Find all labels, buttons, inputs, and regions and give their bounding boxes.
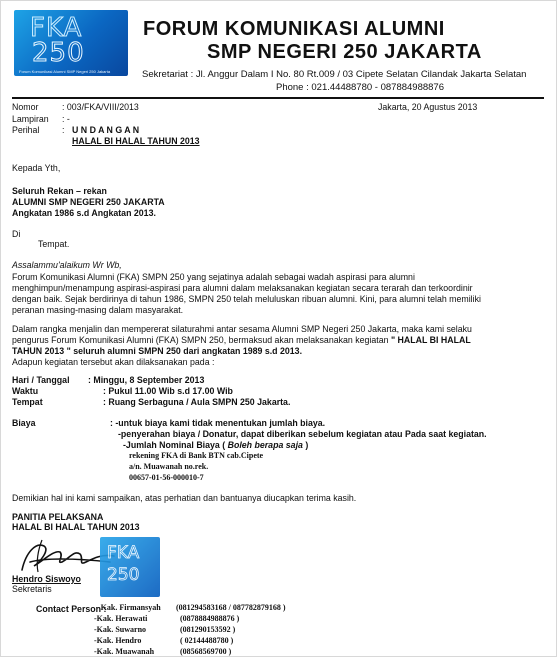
perihal-label: Perihal xyxy=(12,125,40,135)
hari-label: Hari / Tanggal xyxy=(12,375,70,385)
signer-role: Sekretaris xyxy=(12,584,52,594)
biaya-line2: -penyerahan biaya / Donatur, dapat diberikan sebelum kegiatan atau Pada saat kegiatan. xyxy=(118,429,487,439)
para1-line3: dengan baik. Sejak berdirinya di tahun 1986, SMPN 250 telah meluluskan ribuan alumni. Kini, para alumni telah memiliki xyxy=(12,294,481,304)
letter-date: Jakarta, 20 Agustus 2013 xyxy=(378,102,478,112)
hari-value: : Minggu, 8 September 2013 xyxy=(88,375,205,385)
fka-logo xyxy=(14,10,128,76)
para2-line1: Dalam rangka menjalin dan mempererat silaturahmi antar sesama Alumni SMP Negeri 250 Jakarta, maka kami selaku xyxy=(12,324,472,334)
stamp-number: 250 xyxy=(107,565,140,585)
logo-caption: Forum Komunikasi Alumni SMP Negeri 250 Jakarta xyxy=(19,69,111,74)
logo-letters: FKA xyxy=(30,13,83,43)
perihal-undangan: U N D A N G A N xyxy=(72,125,140,135)
biaya-line3 xyxy=(123,440,308,450)
recipient-tempat: Tempat. xyxy=(38,239,70,249)
rekening-line2: a/n. Muawanah no.rek. xyxy=(129,462,209,471)
para2-event-name: " HALAL BI HALAL xyxy=(390,335,471,345)
lampiran-value: : - xyxy=(62,114,70,124)
perihal-subject: HALAL BI HALAL TAHUN 2013 xyxy=(72,136,200,146)
signer-name: Hendro Siswoyo xyxy=(12,574,81,584)
recipient-line2: ALUMNI SMP NEGERI 250 JAKARTA xyxy=(12,197,165,207)
biaya-line1: : -untuk biaya kami tidak menentukan jumlah biaya. xyxy=(110,418,326,428)
fka-stamp xyxy=(100,537,160,597)
recipient-di: Di xyxy=(12,229,21,239)
para2-line2-text: pengurus Forum Komunikasi Alumni (FKA) SMPN 250, bermaksud akan melaksanakan kegiatan xyxy=(12,335,391,345)
contact-phone: ( 02144488780 ) xyxy=(180,636,234,645)
nomor-label: Nomor xyxy=(12,102,39,112)
greeting: Assalammu'alaikum Wr Wb, xyxy=(12,260,122,270)
rekening-line1: rekening FKA di Bank BTN cab.Cipete xyxy=(129,451,264,460)
contact-person-label: Contact Person : xyxy=(36,604,107,614)
para1-line1: Forum Komunikasi Alumni (FKA) SMPN 250 yang sejatinya adalah sebagai wadah aspirasi para alumni xyxy=(12,272,415,282)
contact-name: - Kak. Firmansyah xyxy=(96,603,161,612)
contact-phone: (08568569700 ) xyxy=(180,647,232,656)
waktu-value: : Pukul 11.00 Wib s.d 17.00 Wib xyxy=(103,386,233,396)
secretariat-phone: Phone : 021.44488780 - 087884988876 xyxy=(276,82,444,93)
org-title-line2: SMP NEGERI 250 JAKARTA xyxy=(207,41,482,63)
para2-line4: Adapun kegiatan tersebut akan dilaksanakan pada : xyxy=(12,357,215,367)
header-divider xyxy=(12,97,544,99)
contact-name: -Kak. Suwarno xyxy=(94,625,147,634)
tempat-value: : Ruang Serbaguna / Aula SMPN 250 Jakarta. xyxy=(103,397,291,407)
contact-name: -Kak. Muawanah xyxy=(94,647,155,656)
para2-line2 xyxy=(12,335,471,345)
biaya-line3-end: ) xyxy=(302,440,309,450)
contact-name: -Kak. Herawati xyxy=(94,614,148,623)
para2-line3: TAHUN 2013 " seluruh alumni SMPN 250 dari angkatan 1989 s.d 2013. xyxy=(12,346,303,356)
org-title-line1: FORUM KOMUNIKASI ALUMNI xyxy=(143,18,445,40)
biaya-line3-italic: Boleh berapa saja xyxy=(227,440,303,450)
closing-text: Demikian hal ini kami sampaikan, atas perhatian dan bantuanya diucapkan terima kasih. xyxy=(12,493,357,503)
contact-phone: (081294583168 / 087782879168 ) xyxy=(176,603,286,612)
recipient-line3: Angkatan 1986 s.d Angkatan 2013. xyxy=(12,208,156,218)
biaya-label: Biaya xyxy=(12,418,36,428)
stamp-letters: FKA xyxy=(107,543,140,563)
tempat-label: Tempat xyxy=(12,397,43,407)
panitia-event: HALAL BI HALAL TAHUN 2013 xyxy=(12,522,140,532)
waktu-label: Waktu xyxy=(12,386,39,396)
kepada-yth: Kepada Yth, xyxy=(12,163,61,173)
rekening-number: 00657-01-56-000010-7 xyxy=(129,473,204,482)
panitia-label: PANITIA PELAKSANA xyxy=(12,512,104,522)
contact-phone: (0878884988876 ) xyxy=(180,614,240,623)
para1-line2: menghimpun/menampung aspirasi-aspirasi para alumni dalam melaksanakan kegiatan secara terarah dan terkoordinir xyxy=(12,283,473,293)
logo-number: 250 xyxy=(32,38,85,68)
recipient-line1: Seluruh Rekan – rekan xyxy=(12,186,107,196)
perihal-colon: : xyxy=(62,125,65,135)
contact-phone: (081290153592 ) xyxy=(180,625,236,634)
contact-name: -Kak. Hendro xyxy=(94,636,142,645)
para1-line4: peranan masing-masing dalam masyarakat. xyxy=(12,305,184,315)
lampiran-label: Lampiran xyxy=(12,114,49,124)
nomor-value: : 003/FKA/VIII/2013 xyxy=(62,102,139,112)
secretariat-address: Sekretariat : Jl. Anggur Dalam I No. 80 Rt.009 / 03 Cipete Selatan Cilandak Jakarta Selatan xyxy=(142,69,527,80)
biaya-line3-start: -Jumlah Nominal Biaya ( xyxy=(123,440,228,450)
